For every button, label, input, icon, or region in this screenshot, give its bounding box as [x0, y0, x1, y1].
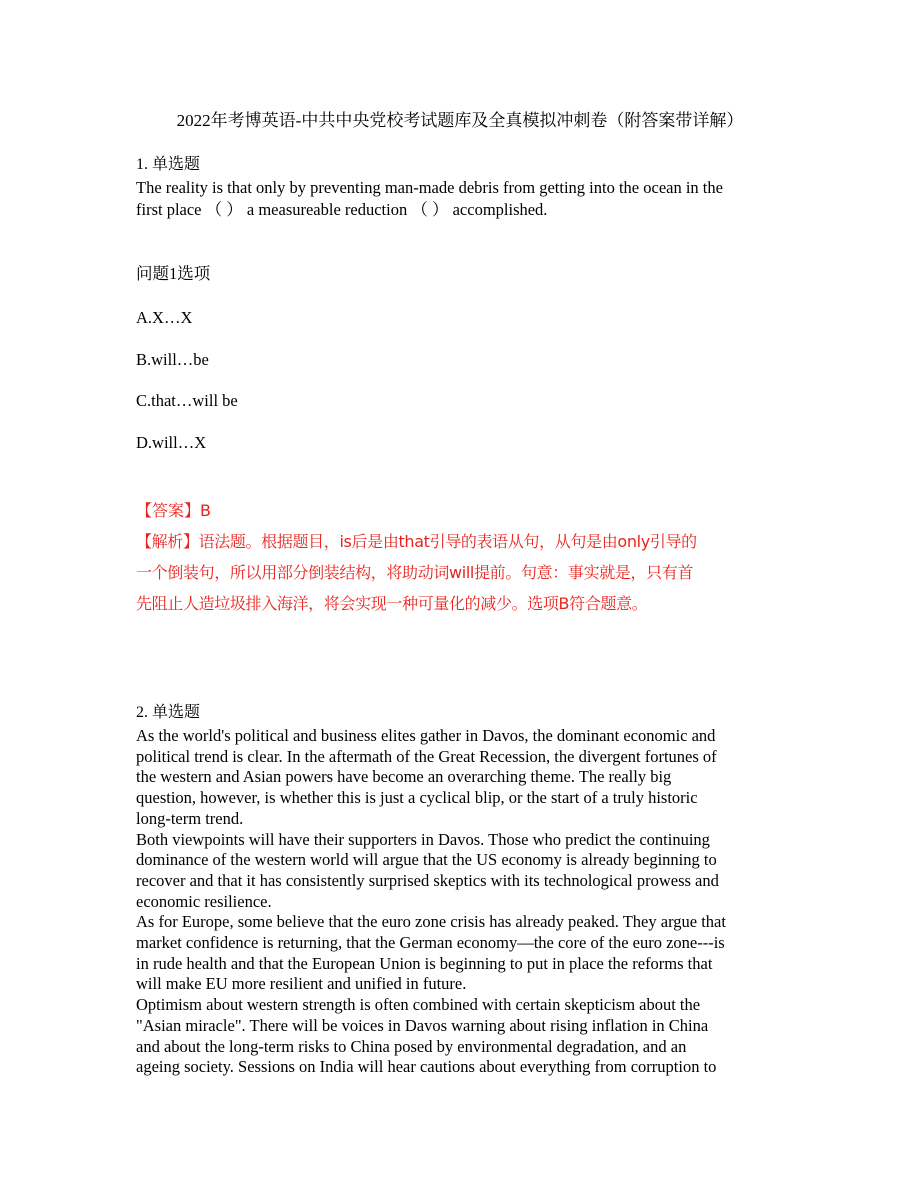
- question-1-number: 1. 单选题: [136, 156, 201, 173]
- passage-line: As for Europe, some believe that the euro zone crisis has already peaked. They argue that: [136, 912, 726, 932]
- question-1-stem: [136, 177, 786, 221]
- passage-line: ageing society. Sessions on India will hear cautions about everything from corruption to: [136, 1057, 717, 1077]
- option-b: B.will…be: [136, 350, 209, 369]
- passage-line: political trend is clear. In the aftermath of the Great Recession, the divergent fortunes of: [136, 746, 717, 766]
- analysis-line: 【解析】语法题。根据题目，is后是由that引导的表语从句，从句是由only引导的: [136, 532, 697, 551]
- passage-line: the western and Asian powers have become an overarching theme. The really big: [136, 767, 672, 787]
- document-title: 2022年考博英语-中共中央党校考试题库及全真模拟冲刺卷（附答案带详解）: [176, 111, 744, 130]
- passage-line: economic resilience.: [136, 891, 272, 911]
- passage-line: recover and that it has consistently surprised skeptics with its technological prowess and: [136, 870, 719, 890]
- passage-line: in rude health and that the European Union is beginning to put in place the reforms that: [136, 953, 713, 973]
- passage-line: will make EU more resilient and unified in future.: [136, 974, 467, 994]
- passage-line: market confidence is returning, that the German economy—the core of the euro zone---is: [136, 933, 725, 953]
- passage-line: long-term trend.: [136, 808, 244, 828]
- option-c: C.that…will be: [136, 391, 238, 410]
- answer-block: [136, 496, 786, 619]
- passage-line: and about the long-term risks to China posed by environmental degradation, and an: [136, 1036, 687, 1056]
- analysis-line: 一个倒装句，所以用部分倒装结构，将助动词will提前。句意：事实就是，只有首: [136, 563, 694, 582]
- question-1-stem-line: The reality is that only by preventing man-made debris from getting into the ocean in the: [136, 178, 723, 197]
- passage-line: Optimism about western strength is often combined with certain skepticism about the: [136, 995, 701, 1015]
- option-d: D.will…X: [136, 433, 207, 452]
- question-1-stem-line: first place （ ） a measureable reduction （ ） accomplished.: [136, 200, 548, 219]
- answer-text: 【答案】B: [136, 501, 211, 520]
- passage-line: "Asian miracle". There will be voices in Davos warning about rising inflation in China: [136, 1015, 709, 1035]
- passage-line: dominance of the western world will argue that the US economy is already beginning to: [136, 850, 717, 870]
- question-2-passage: [136, 726, 786, 1078]
- question-2-number: 2. 单选题: [136, 704, 201, 721]
- analysis-line: 先阻止人造垃圾排入海洋，将会实现一种可量化的减少。选项B符合题意。: [136, 594, 648, 613]
- passage-line: Both viewpoints will have their supporters in Davos. Those who predict the continuing: [136, 829, 710, 849]
- question-1-options-label: 问题1选项: [136, 264, 211, 283]
- passage-line: question, however, is whether this is just a cyclical blip, or the start of a truly historic: [136, 788, 698, 808]
- passage-line: As the world's political and business elites gather in Davos, the dominant economic and: [136, 726, 716, 745]
- option-a: A.X…X: [136, 308, 193, 327]
